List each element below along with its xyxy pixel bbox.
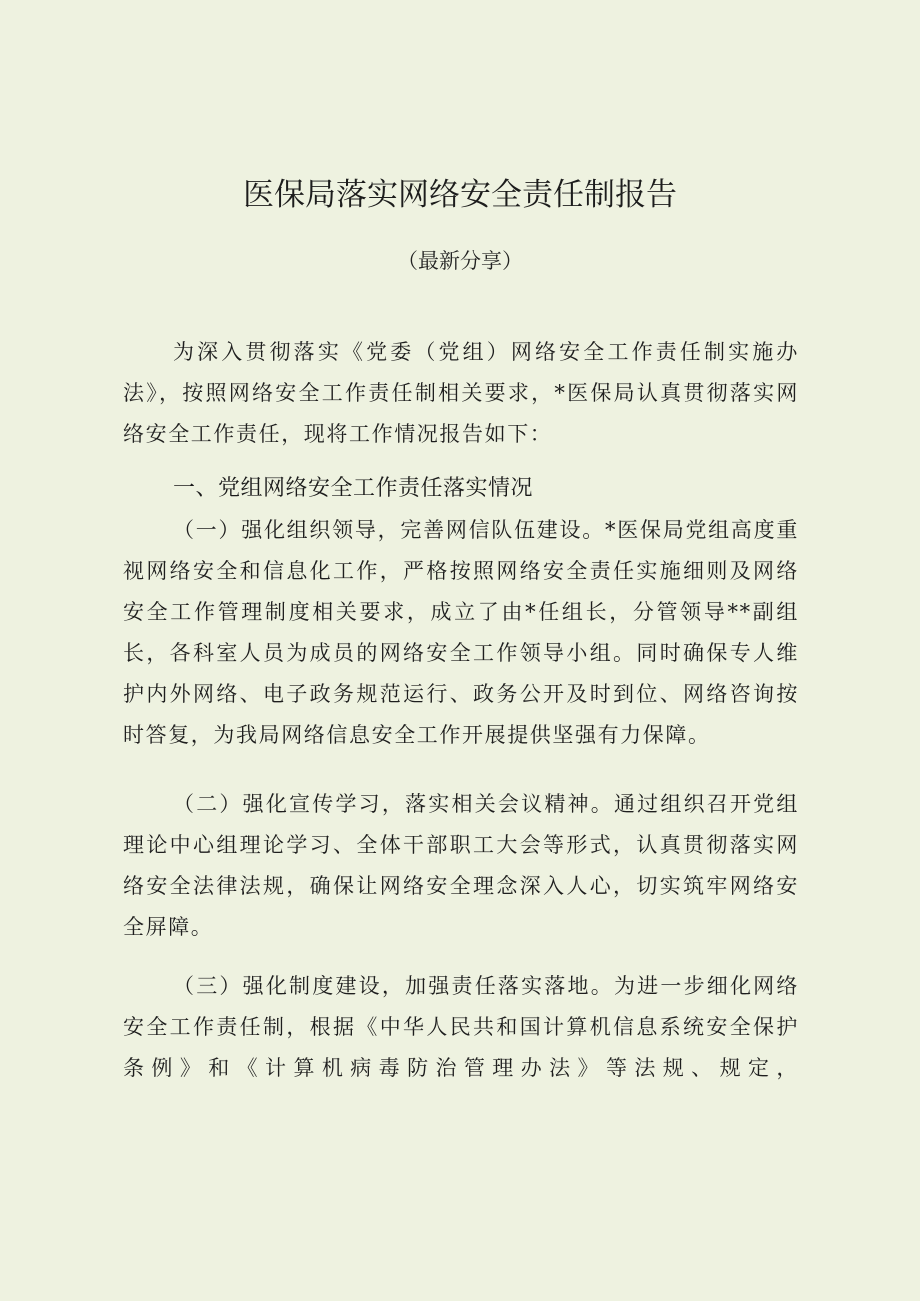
paragraph-2: （二）强化宣传学习，落实相关会议精神。通过组织召开党组理论中心组理论学习、全体干部职工大会等形式，认真贯彻落实网络安全法律法规，确保让网络安全理念深入人心，切实筑牢网络安全屏障。 [123, 792, 799, 939]
paragraph-3: （三）强化制度建设，加强责任落实落地。为进一步细化网络安全工作责任制，根据《中华人民共和国计算机信息系统安全保护条例》和《计算机病毒防治管理办法》等法规、规定， [123, 974, 799, 1080]
section-heading: 一、党组网络安全工作责任落实情况 [173, 476, 534, 501]
paragraph-1: （一）强化组织领导，完善网信队伍建设。*医保局党组高度重视网络安全和信息化工作，严格按照网络安全责任实施细则及网络安全工作管理制度相关要求，成立了由*任组长，分管领导**副组长，各科室人员为成员的网络安全工作领导小组。同时确保专人维护内外网络、电子政务规范运行、政务公开及时到位、网络咨询按时答复，为我局网络信息安全工作开展提供坚强有力保障。 [123, 518, 799, 747]
document-subtitle: （最新分享） [397, 249, 523, 273]
intro-paragraph: 为深入贯彻落实《党委（党组）网络安全工作责任制实施办法》，按照网络安全工作责任制相关要求，*医保局认真贯彻落实网络安全工作责任，现将工作情况报告如下： [123, 340, 799, 446]
document-title: 医保局落实网络安全责任制报告 [243, 177, 677, 213]
